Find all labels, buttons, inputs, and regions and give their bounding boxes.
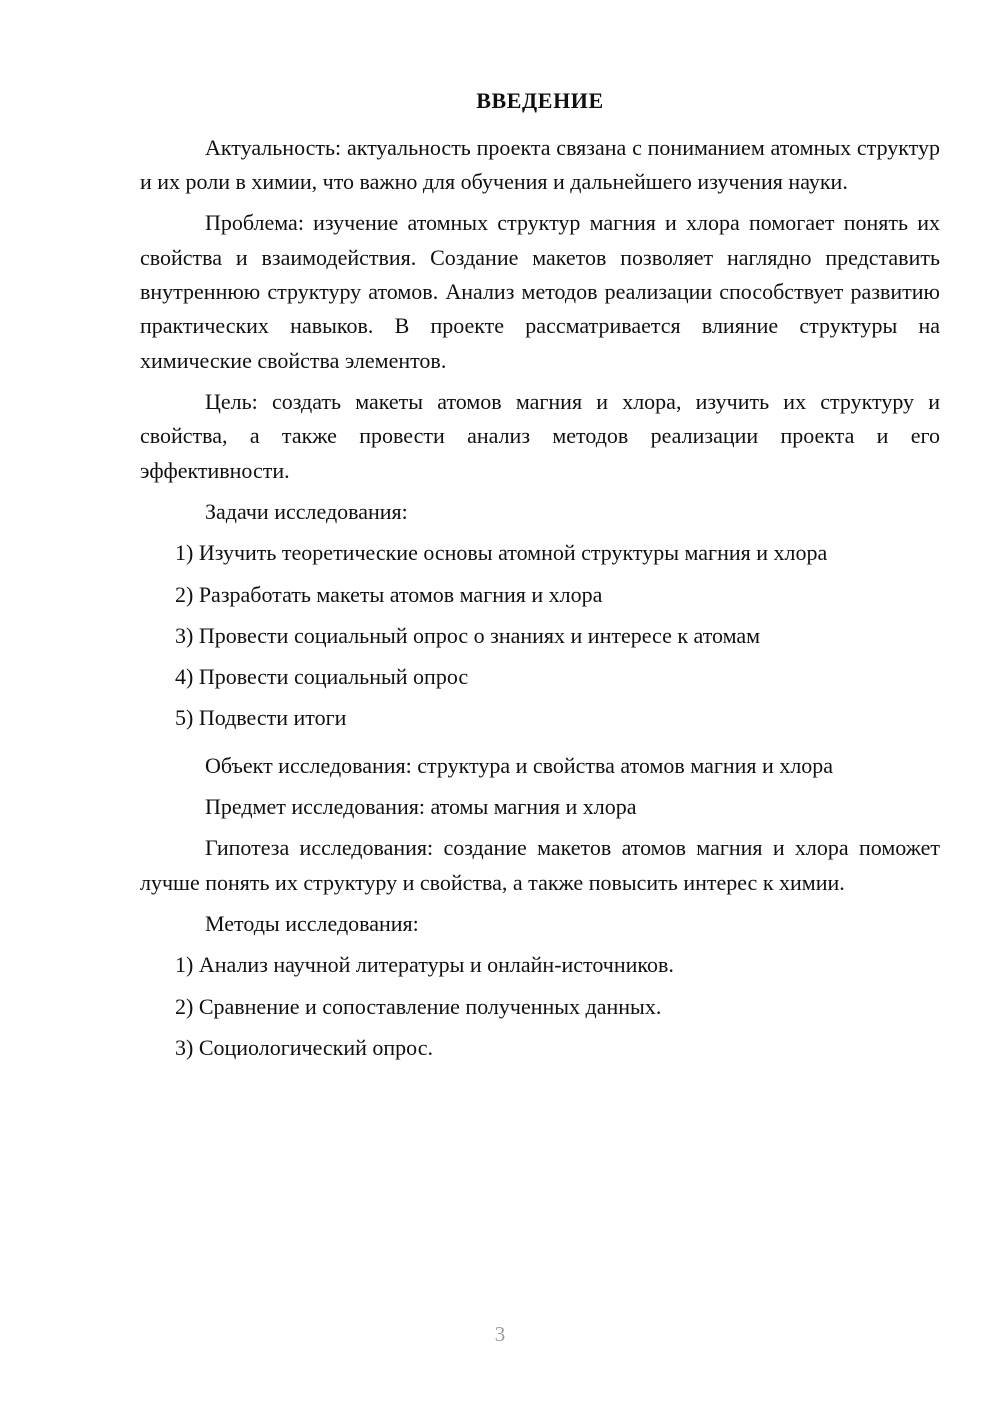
- paragraph-problem: Проблема: изучение атомных структур магния и хлора помогает понять их свойства и взаимодействия. Создание макетов позволяет наглядно представить внутреннюю структуру атомов. Анализ методов реализации способствует развитию практических навыков. В проекте рассматривается влияние структуры на химические свойства элементов.: [140, 210, 940, 373]
- methods-label: Методы исследования:: [205, 911, 419, 937]
- document-body: [140, 86, 940, 1072]
- list-item: 1) Изучить теоретические основы атомной структуры магния и хлора: [175, 540, 828, 566]
- list-item: 1) Анализ научной литературы и онлайн-источников.: [175, 952, 674, 978]
- list-item: 2) Разработать макеты атомов магния и хлора: [175, 581, 603, 607]
- list-item: 5) Подвести итоги: [175, 705, 347, 731]
- tasks-list: [140, 536, 940, 736]
- page-number: 3: [494, 1322, 506, 1346]
- paragraph-relevance: Актуальность: актуальность проекта связана с пониманием атомных структур и их роли в химии, что важно для обучения и дальнейшего изучения науки.: [140, 134, 940, 195]
- page-title: ВВЕДЕНИЕ: [476, 88, 604, 113]
- methods-list: [140, 948, 940, 1065]
- paragraph-subject: Предмет исследования: атомы магния и хлора: [205, 794, 637, 820]
- list-item: 3) Социологический опрос.: [175, 1034, 433, 1060]
- paragraph-goal: Цель: создать макеты атомов магния и хлора, изучить их структуру и свойства, а также провести анализ методов реализации проекта и его эффективности.: [140, 388, 940, 483]
- list-item: 4) Провести социальный опрос: [175, 664, 469, 690]
- paragraph-hypothesis: Гипотеза исследования: создание макетов атомов магния и хлора поможет лучше понять их структуру и свойства, а также повысить интерес к химии.: [140, 835, 940, 895]
- paragraph-object: Объект исследования: структура и свойства атомов магния и хлора: [205, 752, 834, 778]
- list-item: 2) Сравнение и сопоставление полученных данных.: [175, 993, 662, 1019]
- tasks-label: Задачи исследования:: [205, 498, 408, 524]
- list-item: 3) Провести социальный опрос о знаниях и интересе к атомам: [175, 622, 761, 648]
